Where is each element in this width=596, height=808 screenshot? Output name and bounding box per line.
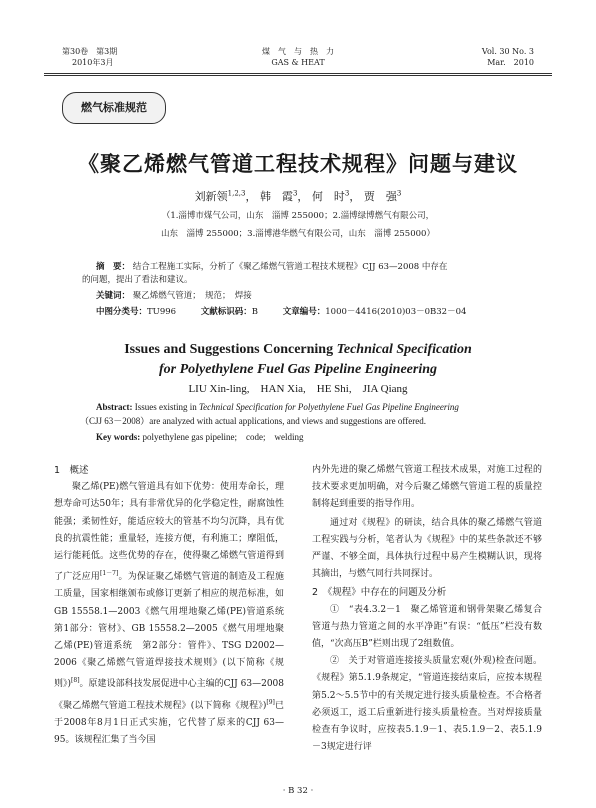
body-paragraph: ② 关于对管道连接接头质量宏观(外观)检查问题。《规程》第5.1.9条规定，“管道连接结束后，应按本规程第5.2～5.5节中的有关规定进行接头质量检查。不合格者必须返工，返工后重新进行接头质量检查。当对焊接质量检查有争议时，应按表5.1.9－1、表5.1.9－2、表5.1.9－3规定进行评 <box>312 656 542 753</box>
author-affiliation-mark: 3 <box>344 189 350 198</box>
author-name: 刘新领 <box>194 190 228 203</box>
keywords-en-text: polyethylene gas pipeline; code; welding <box>142 432 304 442</box>
english-title-line1: Issues and Suggestions Concerning Technical Specification <box>124 342 472 357</box>
abstract-en: Abstract: Issues existing in Technical Specification for Polyethylene Fuel Gas Pipeline Engineering （CJJ 63－2008）are analyzed with actual applications, and views and suggestions are offered. Key words: polyethylene gas pipeline; code; welding <box>80 400 530 444</box>
abstract-text: 结合工程施工实际，分析了《聚乙烯燃气管道工程技术规程》CJJ 63—2008 中存在 <box>132 262 448 272</box>
english-author-list: LIU Xin-ling, HAN Xia, HE Shi, JIA Qiang <box>188 383 408 395</box>
article-title: 《聚乙烯燃气管道工程技术规程》问题与建议 <box>78 151 518 176</box>
keywords-en-label: Key words: <box>96 432 141 442</box>
journal-volume-issue: 第30卷 第3期 2010年3月 <box>62 47 118 67</box>
body-right-column <box>312 462 542 756</box>
body-paragraph: 内外先进的聚乙烯燃气管道工程技术成果，对施工过程的技术要求更加明确，对今后聚乙烯燃气管道工程的质量控制将起到重要的指导作用。 <box>312 465 542 510</box>
keywords-text: 聚乙烯燃气管道； 规范； 焊接 <box>132 291 252 301</box>
author-affiliation-mark: 3 <box>292 189 298 198</box>
section-heading: 2 《规程》中存在的问题及分析 <box>312 587 447 599</box>
affiliation-line: 山东 淄博 255000；3.淄博港华燃气有限公司，山东 淄博 255000） <box>161 229 435 239</box>
author-name: 贾 强 <box>363 190 397 203</box>
doc-code-label: 文献标识码： <box>200 307 252 317</box>
clc-label: 中图分类号： <box>96 307 148 317</box>
citation: [8] <box>71 677 80 685</box>
citation: [9] <box>266 698 275 706</box>
keywords-label: 关键词： <box>96 291 131 301</box>
body-paragraph: ① “表4.3.2－1 聚乙烯管道和钢骨架聚乙烯复合管道与热力管道之间的水平净距”有误：“低压”栏没有数值，“次高压B”栏则出现了2组数值。 <box>312 604 542 650</box>
article-number-value: 1000－4416(2010)03－0B32－04 <box>325 307 467 317</box>
column-badge: 燃气标准规范 <box>62 92 166 124</box>
english-title-line2: for Polyethylene Fuel Gas Pipeline Engineering <box>158 362 438 377</box>
journal-name: 煤 气 与 热 力 GAS & HEAT <box>262 47 334 67</box>
journal-volume-en: Vol. 30 No. 3 Mar. 2010 <box>481 47 534 67</box>
author-name: 韩 霞 <box>259 190 293 203</box>
author-affiliation-mark: 1,2,3 <box>227 189 246 198</box>
section-heading: 1 概述 <box>54 465 89 476</box>
header-rule-thin <box>44 75 552 76</box>
header-rule <box>44 73 552 74</box>
citation: [1－7] <box>100 570 119 578</box>
author-list: 刘新领$^{1,2,3}$， 韩 霞$^3$， 何 时$^3$， 贾 强$^3$ <box>194 189 402 203</box>
body-paragraph: 通过对《规程》的研读，结合具体的聚乙烯燃气管道工程实践与分析，笔者认为《规程》中的某些条款还不够严谨、不够全面，具体执行过程中易产生模糊认识，现将其摘出，与燃气同行共同探讨。 <box>312 517 542 580</box>
abstract-en-continued: （CJJ 63－2008）are analyzed with actual applications, and views and suggestions are offered. <box>80 416 426 426</box>
body-left-column <box>54 462 294 749</box>
abstract-label: 摘 要： <box>96 262 131 272</box>
doc-code-value: B <box>251 307 259 317</box>
clc-value: TU996 <box>147 307 177 317</box>
body-paragraph: 聚乙烯(PE)燃气管道具有如下优势：使用寿命长，理想寿命可达50年；具有非常优异的化学稳定性，耐腐蚀性能强；柔韧性好，能适应较大的管基不均匀沉降，具有优良的抗震性能；重量轻，连接方便，有利施工；摩阻低，运行能耗低。这些优势的存在，使得聚乙烯燃气管道得到了广泛应用[1－7]。为保证聚乙烯燃气管道的制造及工程施工质量，国家相继颁布或修订更新了相应的规范标准，如GB 15558.1—2003《燃气用埋地聚乙烯(PE)管道系统 第1部分：管材》、GB 15558.2—2005《燃气用埋地聚乙烯(PE)管道系统 第2部分：管件》、TSG D2002—2006《聚乙烯燃气管道焊接技术规则》(以下简称《规则》)[8]。原建设部科技发展促进中心主编的CJJ 63—2008《聚乙烯燃气管道工程技术规程》(以下简称《规程》)[9]已于2008年8月1日正式实施，它代替了原来的CJJ 63—95。该规程汇集了当今国 <box>54 482 294 746</box>
abstract-en-label: Abstract: <box>96 402 133 412</box>
article-number-label: 文章编号： <box>282 307 326 317</box>
page-number: · B 32 · <box>282 786 314 796</box>
affiliation-line: （1.淄博市煤气公司，山东 淄博 255000；2.淄博绿博燃气有限公司， <box>161 211 435 221</box>
abstract-text-continued: 的问题，提出了看法和建议。 <box>82 275 193 285</box>
author-affiliation-mark: 3 <box>396 189 402 198</box>
abstract-cn <box>82 261 516 319</box>
author-name: 何 时 <box>311 190 345 203</box>
